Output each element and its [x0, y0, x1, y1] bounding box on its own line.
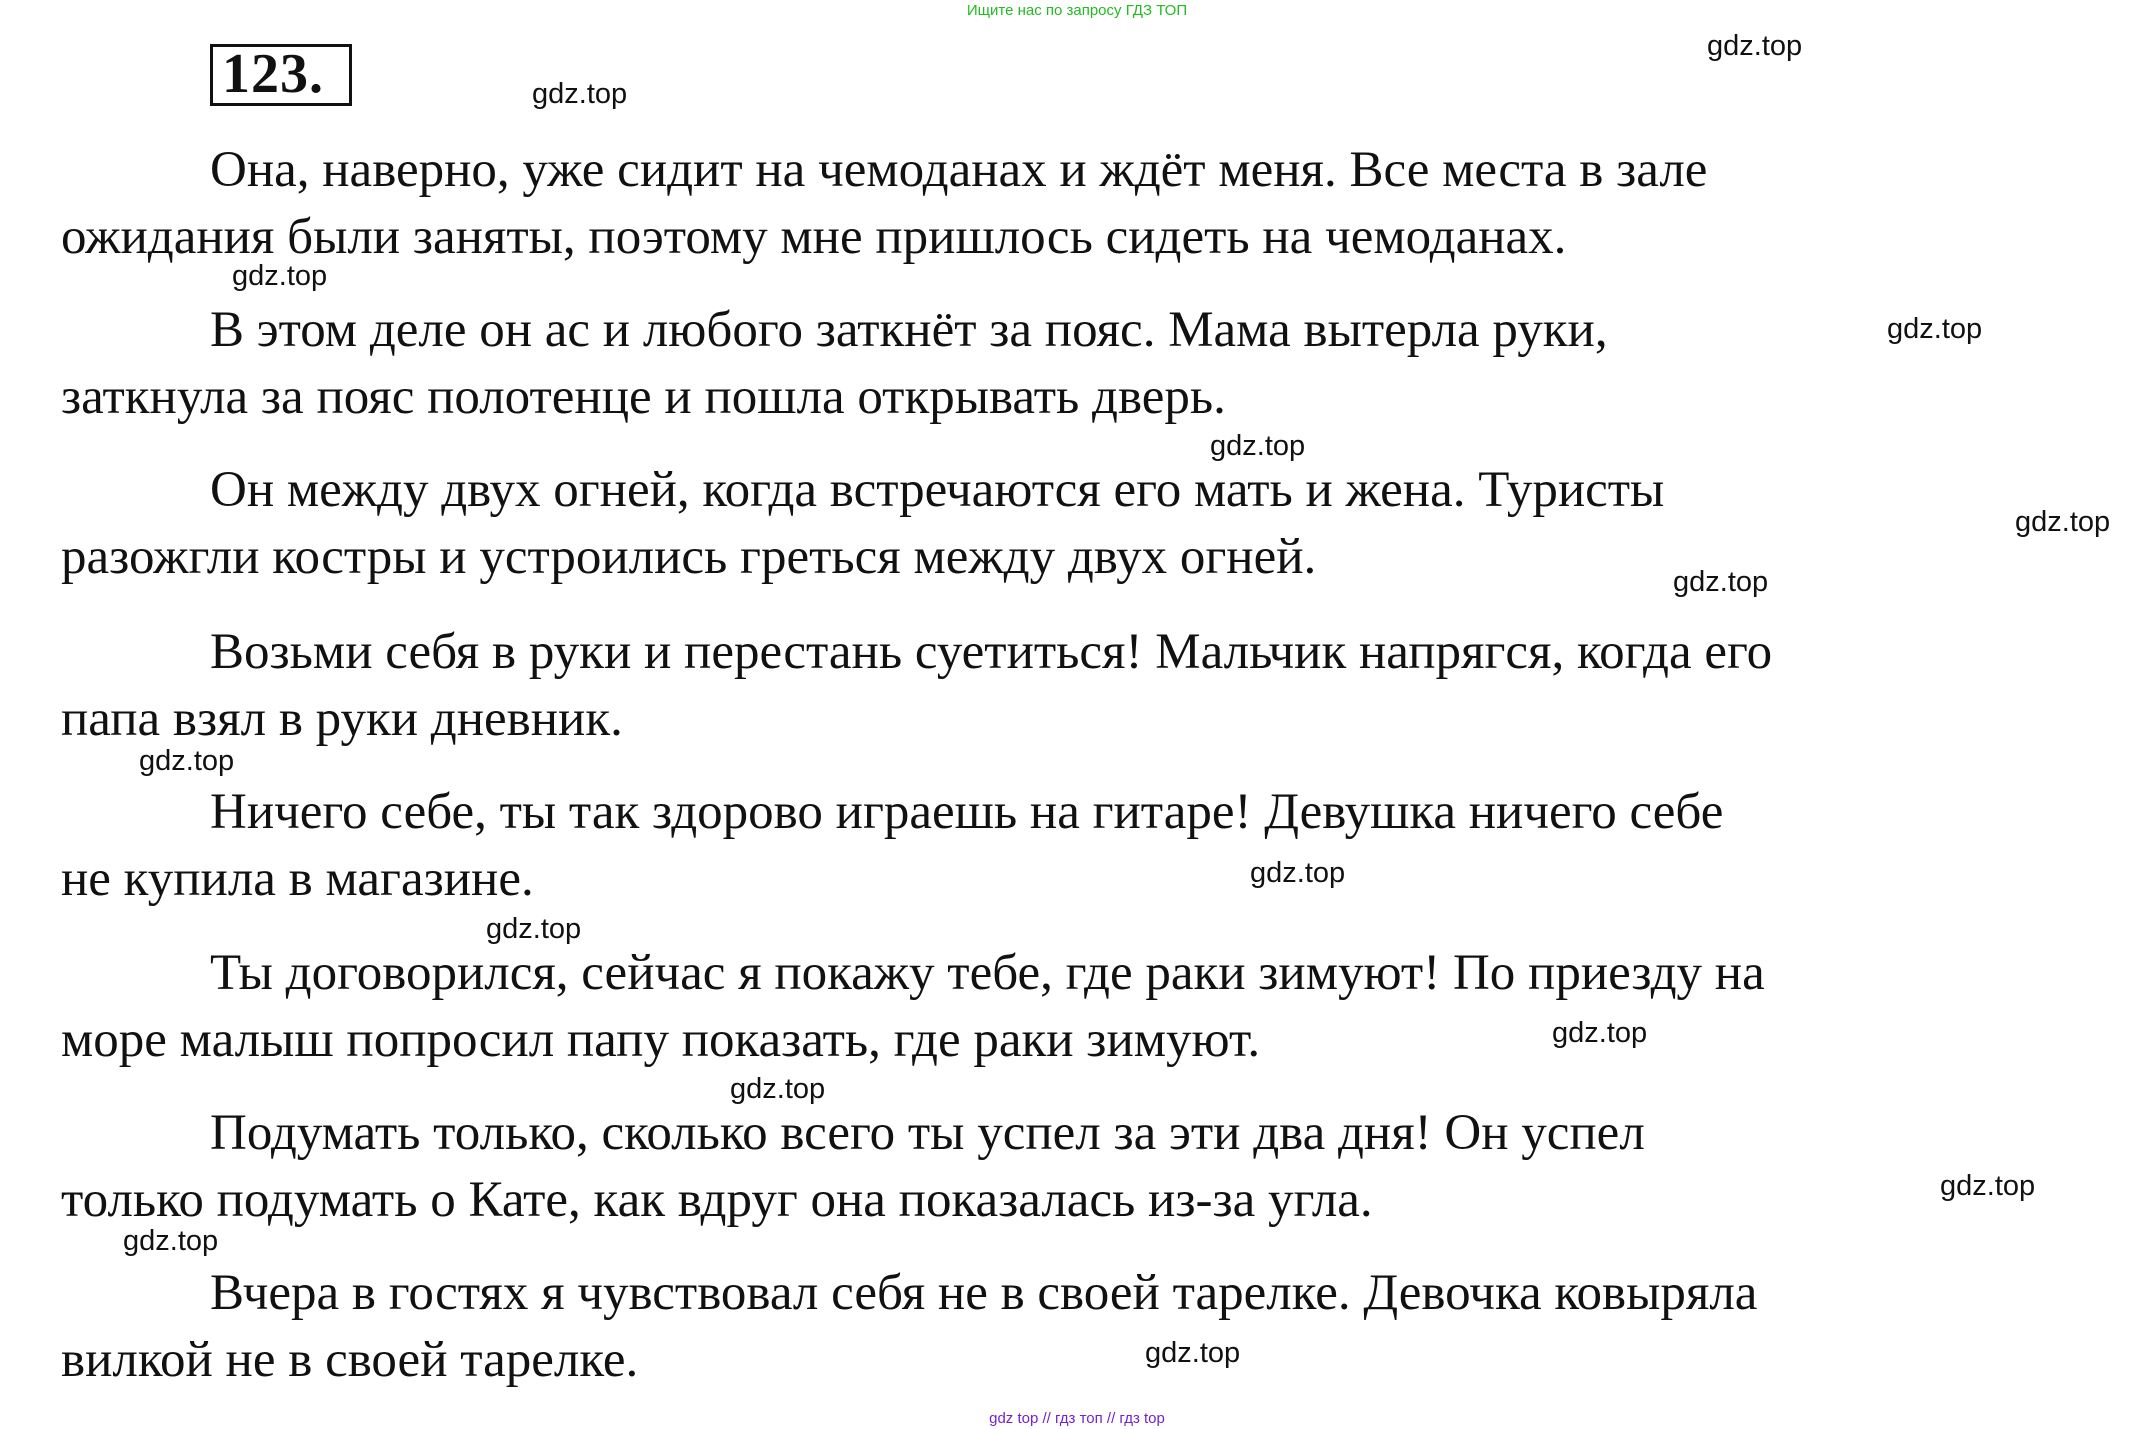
watermark: gdz.top	[232, 260, 328, 292]
paragraph-7-line-1: Подумать только, сколько всего ты успел за эти два дня! Он успел	[210, 1105, 1645, 1161]
watermark: gdz.top	[1552, 1017, 1648, 1049]
watermark: gdz.top	[1940, 1170, 2036, 1202]
task-number	[222, 40, 324, 108]
paragraph-1-line-1: Она, наверно, уже сидит на чемоданах и ждёт меня. Все места в зале	[210, 142, 1708, 198]
watermark: gdz.top	[1145, 1337, 1241, 1369]
watermark: gdz.top	[486, 913, 582, 945]
paragraph-3-line-2: разожгли костры и устроились греться между двух огней.	[61, 529, 1317, 585]
watermark: gdz.top	[1673, 566, 1769, 598]
paragraph-2-line-2: заткнула за пояс полотенце и пошла открывать дверь.	[61, 369, 1226, 425]
paragraph-8-line-2: вилкой не в своей тарелке.	[61, 1332, 639, 1388]
paragraph-5-line-1: Ничего себе, ты так здорово играешь на гитаре! Девушка ничего себе	[210, 784, 1724, 840]
watermark: gdz.top	[1707, 30, 1803, 62]
watermark: gdz.top	[730, 1073, 826, 1105]
paragraph-8-line-1: Вчера в гостях я чувствовал себя не в своей тарелке. Девочка ковыряла	[210, 1265, 1758, 1321]
paragraph-6-line-2: море малыш попросил папу показать, где раки зимуют.	[61, 1012, 1261, 1068]
watermark: gdz.top	[123, 1225, 219, 1257]
watermark: gdz.top	[532, 78, 628, 110]
paragraph-3-line-1: Он между двух огней, когда встречаются его мать и жена. Туристы	[210, 462, 1665, 518]
paragraph-2-line-1: В этом деле он ас и любого заткнёт за пояс. Мама вытерла руки,	[210, 302, 1608, 358]
paragraph-7-line-2: только подумать о Кате, как вдруг она показалась из-за угла.	[61, 1172, 1373, 1228]
paragraph-5-line-2: не купила в магазине.	[61, 851, 534, 907]
footer-links[interactable]: gdz top // гдз топ // гдз top	[989, 1410, 1165, 1427]
watermark: gdz.top	[1210, 430, 1306, 462]
watermark: gdz.top	[2015, 506, 2111, 538]
task-number-value: 123	[222, 43, 309, 105]
top-search-hint: Ищите нас по запросу ГДЗ ТОП	[966, 2, 1188, 19]
paragraph-6-line-1: Ты договорился, сейчас я покажу тебе, где раки зимуют! По приезду на	[210, 945, 1765, 1001]
paragraph-4-line-1: Возьми себя в руки и перестань суетиться! Мальчик напрягся, когда его	[210, 624, 1773, 680]
paragraph-4-line-2: папа взял в руки дневник.	[61, 691, 623, 747]
task-number-dot: .	[309, 43, 324, 105]
watermark: gdz.top	[1887, 313, 1983, 345]
paragraph-1-line-2: ожидания были заняты, поэтому мне пришлось сидеть на чемоданах.	[61, 209, 1567, 265]
watermark: gdz.top	[1250, 857, 1346, 889]
watermark: gdz.top	[139, 745, 235, 777]
